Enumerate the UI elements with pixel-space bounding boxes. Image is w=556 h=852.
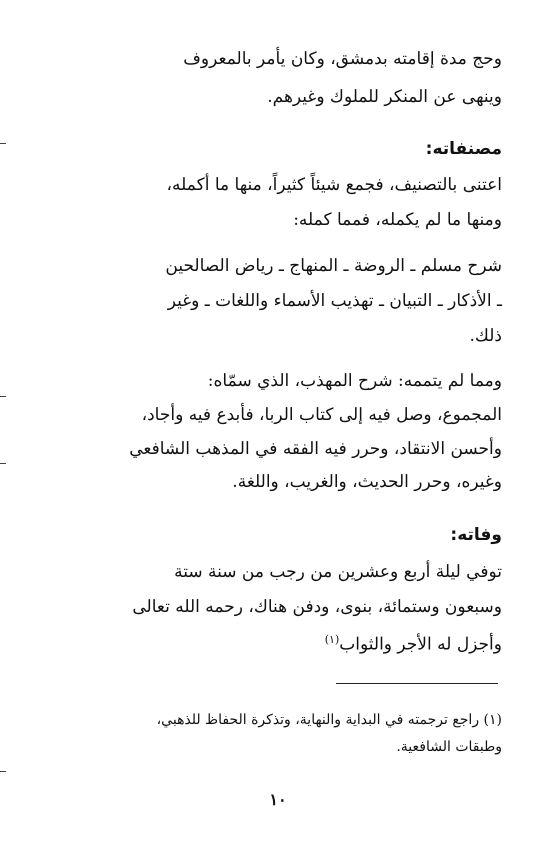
death-line-3-text: وأجزل له الأجر والثواب — [339, 634, 502, 655]
works-p1-line-2: ومنها ما لم يكمله، فمما كمله: — [293, 210, 502, 230]
works-heading: مصنفاته: — [425, 139, 502, 159]
margin-mark — [0, 771, 6, 772]
footnote-line-2: وطبقات الشافعية. — [396, 739, 502, 755]
margin-mark — [0, 143, 6, 144]
intro-line-1: وحج مدة إقامته بدمشق، وكان يأمر بالمعروف — [183, 49, 502, 69]
footnote-reference[interactable]: (١) — [324, 633, 340, 646]
works-p3-line-1: ومما لم يتممه: شرح المهذب، الذي سمّاه: — [207, 371, 502, 391]
margin-mark — [0, 463, 6, 464]
works-p1-line-1: اعتنى بالتصنيف، فجمع شيئاً كثيراً، منها ما أكمله، — [166, 175, 502, 195]
works-p2-line-2: ـ الأذكار ـ التبيان ـ تهذيب الأسماء واللغات ـ وغير — [167, 291, 502, 311]
death-line-2: وسبعون وستمائة، بنوى، ودفن هناك، رحمه الله تعالى — [132, 597, 502, 617]
works-p2-line-1: شرح مسلم ـ الروضة ـ المنهاج ـ رياض الصالحين — [165, 256, 502, 276]
margin-mark — [0, 396, 6, 397]
works-p3-line-3: وأحسن الانتقاد، وحرر فيه الفقه في المذهب الشافعي — [129, 439, 502, 459]
death-line-1: توفي ليلة أربع وعشرين من رجب من سنة ستة — [174, 562, 502, 582]
footnote-line-1: (١) راجع ترجمته في البداية والنهاية، وتذكرة الحفاظ للذهبي، — [156, 712, 502, 728]
death-line-3 — [54, 628, 502, 657]
works-p2-line-3: ذلك. — [469, 326, 502, 346]
works-p3-line-2: المجموع، وصل فيه إلى كتاب الربا، فأبدع فيه وأجاد، — [141, 405, 502, 425]
page-number: ١٠ — [269, 790, 287, 809]
footnote-divider — [336, 683, 498, 684]
works-p3-line-4: وغيره، وحرر الحديث، والغريب، واللغة. — [232, 472, 502, 492]
death-heading: وفاته: — [450, 525, 502, 545]
intro-line-2: وينهى عن المنكر للملوك وغيرهم. — [267, 87, 502, 107]
